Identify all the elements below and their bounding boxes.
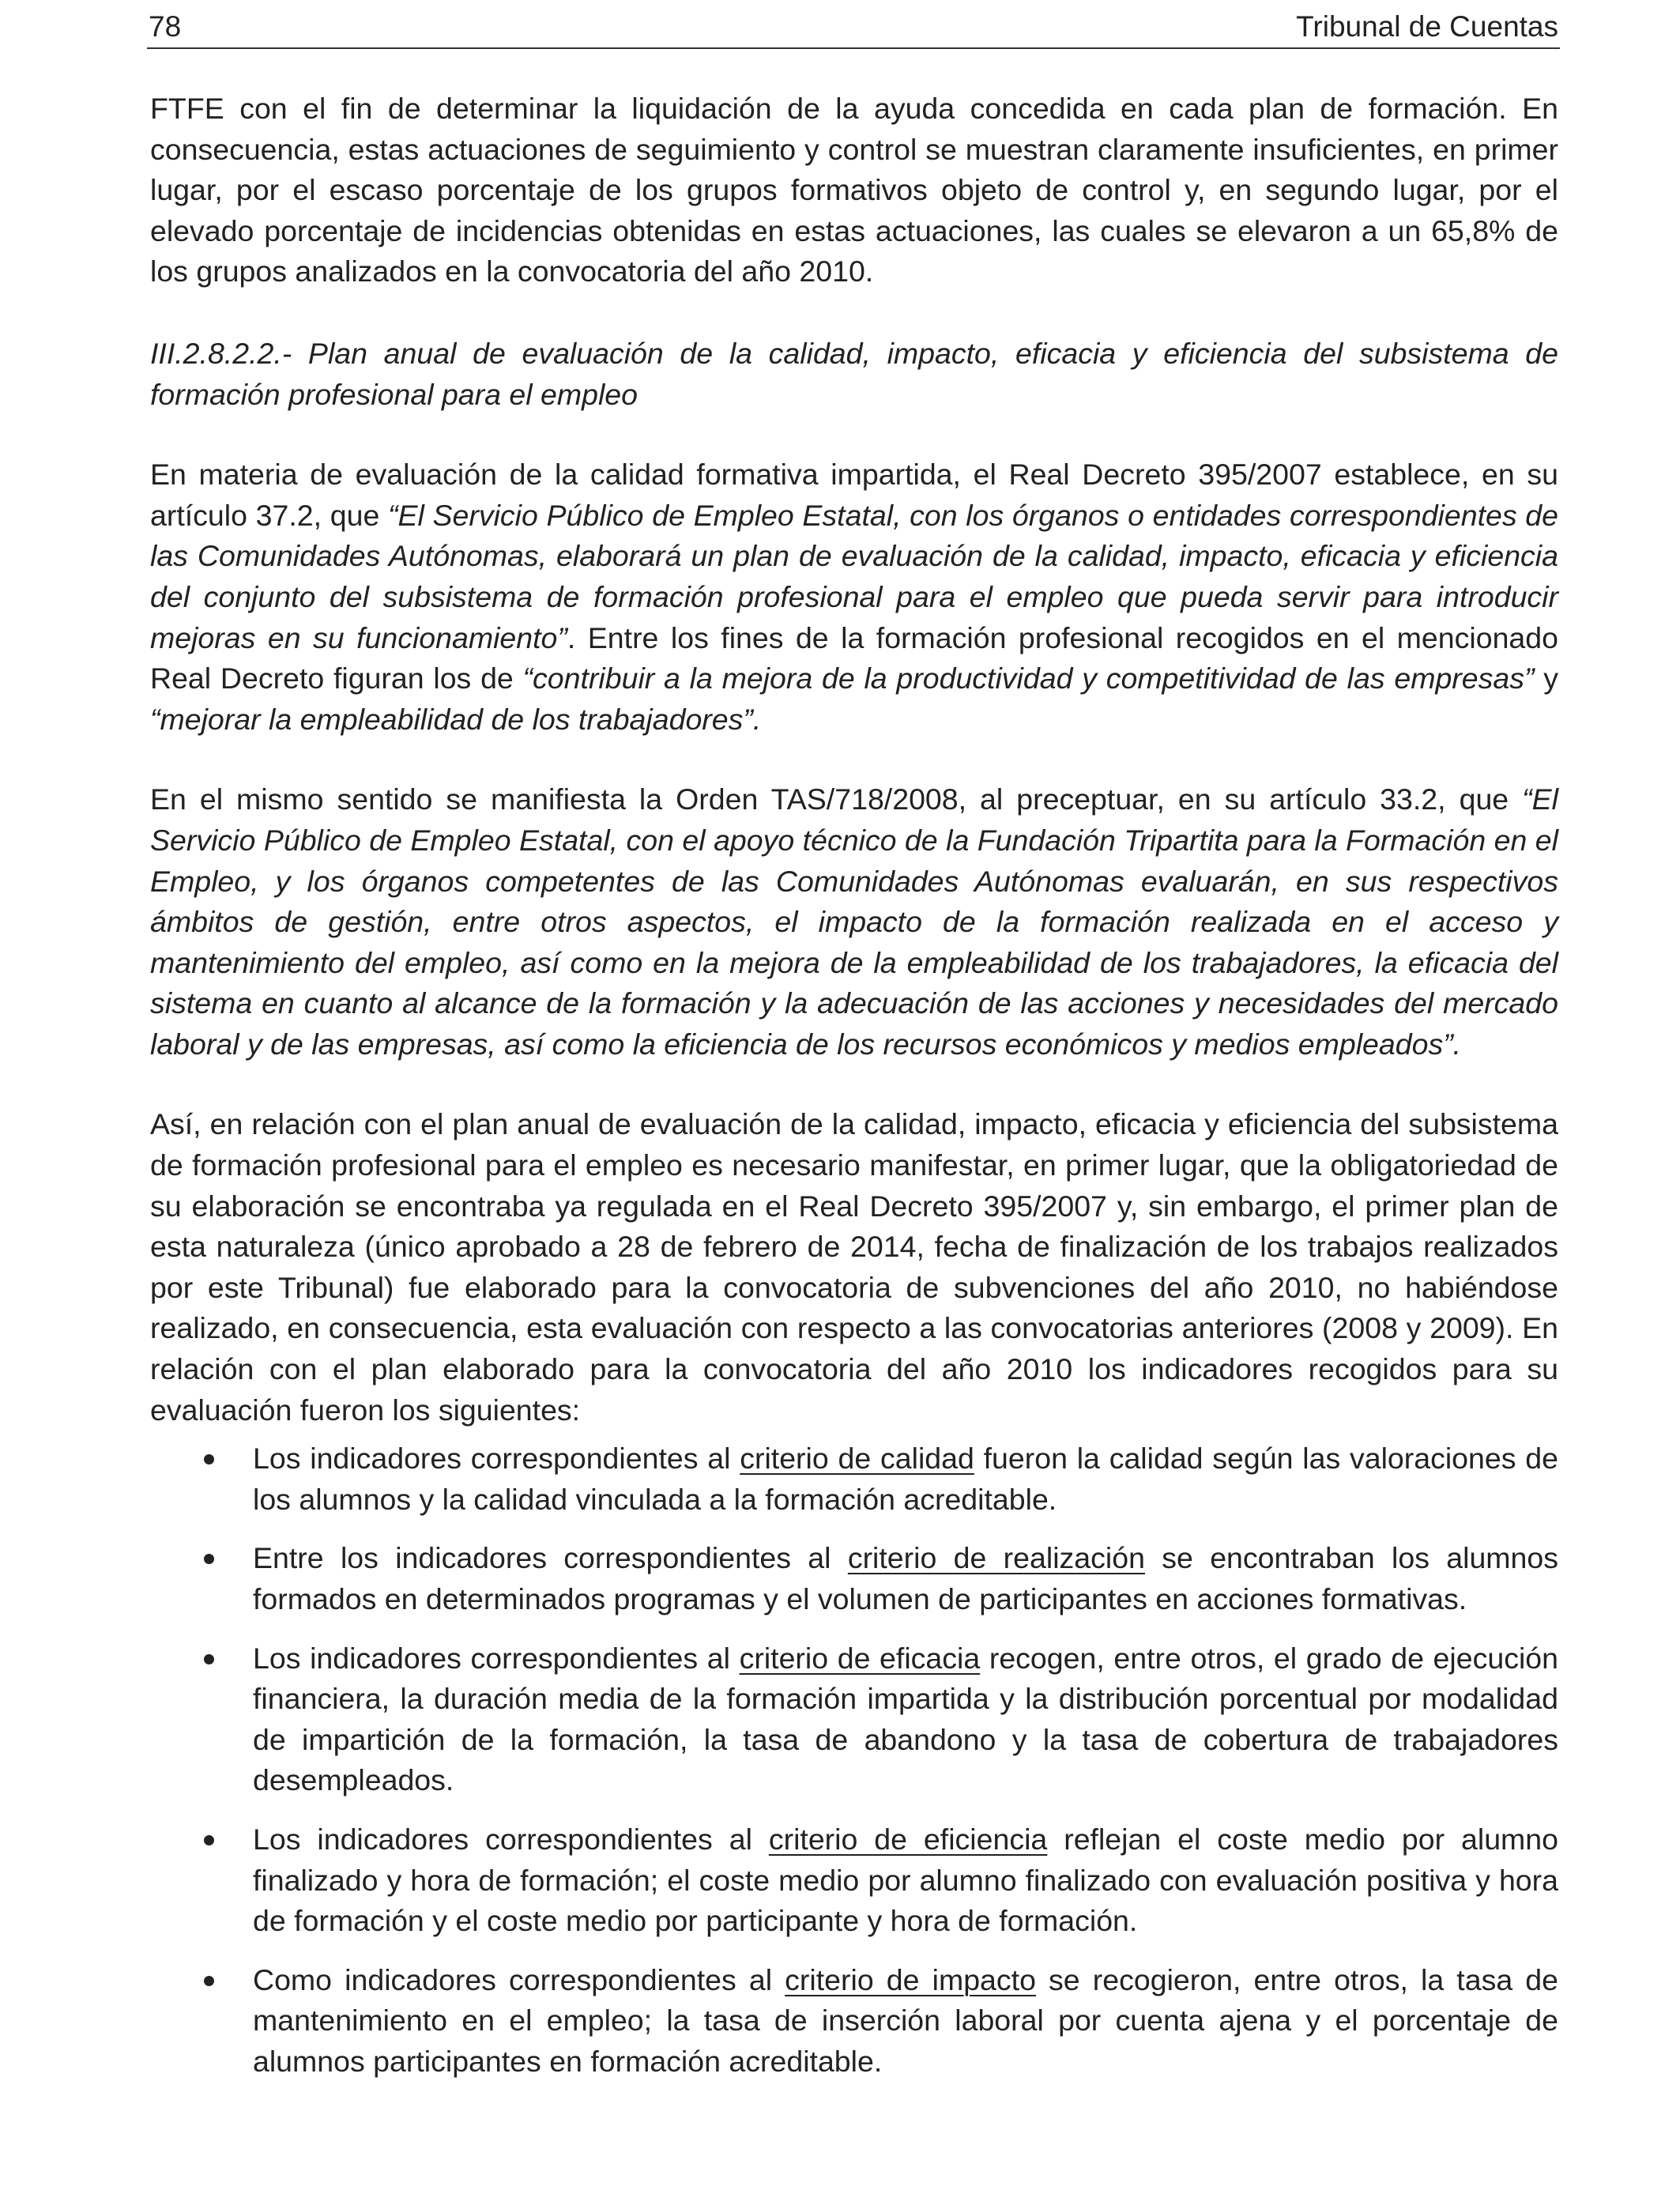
list-item-text-start: Los indicadores correspondientes al bbox=[253, 1822, 769, 1856]
list-item-text bbox=[253, 1538, 1558, 1619]
underlined-term: criterio de eficacia bbox=[739, 1641, 981, 1675]
page-body bbox=[150, 89, 1558, 2101]
underlined-term: criterio de eficiencia bbox=[768, 1822, 1048, 1856]
list-item-text-start: Como indicadores correspondientes al bbox=[253, 1962, 785, 1996]
list-item-text-end: fueron la calidad según las valoraciones de los alumnos y la calidad vinculada a la formación acreditable. bbox=[253, 1442, 1558, 1516]
list-item bbox=[150, 1819, 1558, 1942]
bullet-icon bbox=[204, 1554, 214, 1564]
list-item-text-end: se encontraban los alumnos formados en determinados programas y el volumen de participantes en acciones formativas. bbox=[253, 1541, 1559, 1615]
bullet-icon bbox=[204, 1976, 214, 1986]
list-item-text-start: Entre los indicadores correspondientes al bbox=[253, 1541, 848, 1575]
list-item-text bbox=[253, 1638, 1558, 1801]
list-item-text-start: Los indicadores correspondientes al bbox=[253, 1442, 740, 1476]
paragraph-plan-anual: Así, en relación con el plan anual de evaluación de la calidad, impacto, eficacia y eficiencia del subsistema de formación profesional para el empleo es necesario manifestar, en primer lugar, que la obligatoriedad de su elaboración se encontraba ya regulada en el Real Decreto 395/2007 y, sin embargo, el primer plan de esta naturaleza (único aprobado a 28 de febrero de 2014, fecha de finalización de los trabajos realizados por este Tribunal) fue elaborado para la convocatoria de subvenciones del año 2010, no habiéndose realizado, en consecuencia, esta evaluación con respecto a las convocatorias anteriores (2008 y 2009). En relación con el plan elaborado para la convocatoria del año 2010 los indicadores recogidos para su evaluación fueron los siguientes: bbox=[150, 1107, 1558, 1427]
list-item-text bbox=[253, 1819, 1558, 1942]
header-title: Tribunal de Cuentas bbox=[1296, 10, 1558, 43]
list-item-text-end: se recogieron, entre otros, la tasa de mantenimiento en el empleo; la tasa de inserción laboral por cuenta ajena y el porcentaje de alumnos participantes en formación acreditable. bbox=[253, 1962, 1559, 2078]
paragraph-ftfe: FTFE con el fin de determinar la liquidación de la ayuda concedida en cada plan de formación. En consecuencia, estas actuaciones de seguimiento y control se muestran claramente insuficientes, en primer lugar, por el escaso porcentaje de los grupos formativos objeto de control y, en segundo lugar, por el elevado porcentaje de incidencias obtenidas en estas actuaciones, las cuales se elevaron a un 65,8% de los grupos analizados en la convocatoria del año 2010. bbox=[150, 92, 1558, 288]
paragraph-text: En el mismo sentido se manifiesta la Orden TAS/718/2008, al preceptuar, en su artículo 33.2, que bbox=[150, 782, 1523, 816]
quote-text: “El Servicio Público de Empleo Estatal, con los órganos o entidades correspondientes de las Comunidades Autónomas, elaborará un plan de evaluación de la calidad, impacto, eficacia y eficiencia del conjunto del subsistema de formación profesional para el empleo que pueda servir para introducir mejoras en su funcionamiento” bbox=[150, 498, 1559, 654]
quote-text: “El Servicio Público de Empleo Estatal, con el apoyo técnico de la Fundación Tripartita para la Formación en el Empleo, y los órganos competentes de las Comunidades Autónomas evaluarán, en sus respectivos ámbitos de gestión, entre otros aspectos, el impacto de la formación realizada en el acceso y mantenimiento del empleo, así como en la mejora de la empleabilidad de los trabajadores, la eficacia del sistema en cuanto al alcance de la formación y la adecuación de las acciones y necesidades del mercado laboral y de las empresas, así como la eficiencia de los recursos económicos y medios empleados”. bbox=[150, 782, 1558, 1061]
indicator-list bbox=[150, 1438, 1558, 2082]
underlined-term: criterio de realización bbox=[847, 1541, 1145, 1575]
page-header bbox=[147, 9, 1560, 49]
paragraph-text: . Entre los fines de la formación profesional recogidos en el mencionado Real Decreto figuran los de bbox=[150, 620, 1558, 696]
list-item-text bbox=[253, 1438, 1558, 1520]
quote-text: “contribuir a la mejora de la productividad y competitividad de las empresas” bbox=[522, 662, 1535, 696]
list-item bbox=[150, 1438, 1558, 1520]
list-item bbox=[150, 1538, 1558, 1619]
bullet-icon bbox=[204, 1454, 214, 1465]
bullet-icon bbox=[204, 1654, 214, 1664]
section-heading: III.2.8.2.2.- Plan anual de evaluación de la calidad, impacto, eficacia y eficiencia del subsistema de formación profesional para el empleo bbox=[150, 336, 1558, 411]
list-item-text-end: reflejan el coste medio por alumno finalizado y hora de formación; el coste medio por alumno finalizado con evaluación positiva y hora de formación y el coste medio por participante y hora de formación. bbox=[253, 1822, 1559, 1938]
underlined-term: criterio de calidad bbox=[740, 1442, 974, 1476]
quote-text: “mejorar la empleabilidad de los trabajadores”. bbox=[150, 702, 762, 736]
paragraph-text: En materia de evaluación de la calidad formativa impartida, el Real Decreto 395/2007 establece, en su artículo 37.2, que bbox=[150, 458, 1558, 532]
list-item-text-end: recogen, entre otros, el grado de ejecución financiera, la duración media de la formación impartida y la distribución porcentual por modalidad de impartición de la formación, la tasa de abandono y la tasa de cobertura de trabajadores desempleados. bbox=[253, 1641, 1558, 1797]
list-item-text-start: Los indicadores correspondientes al bbox=[253, 1641, 740, 1675]
list-item-text bbox=[253, 1960, 1558, 2083]
list-item bbox=[150, 1638, 1558, 1801]
list-item bbox=[150, 1960, 1558, 2083]
paragraph-real-decreto bbox=[150, 454, 1558, 740]
paragraph-text: y bbox=[1534, 662, 1558, 696]
underlined-term: criterio de impacto bbox=[785, 1962, 1036, 1996]
bullet-icon bbox=[204, 1835, 214, 1845]
page-number: 78 bbox=[149, 10, 182, 43]
paragraph-orden-tas bbox=[150, 779, 1558, 1065]
